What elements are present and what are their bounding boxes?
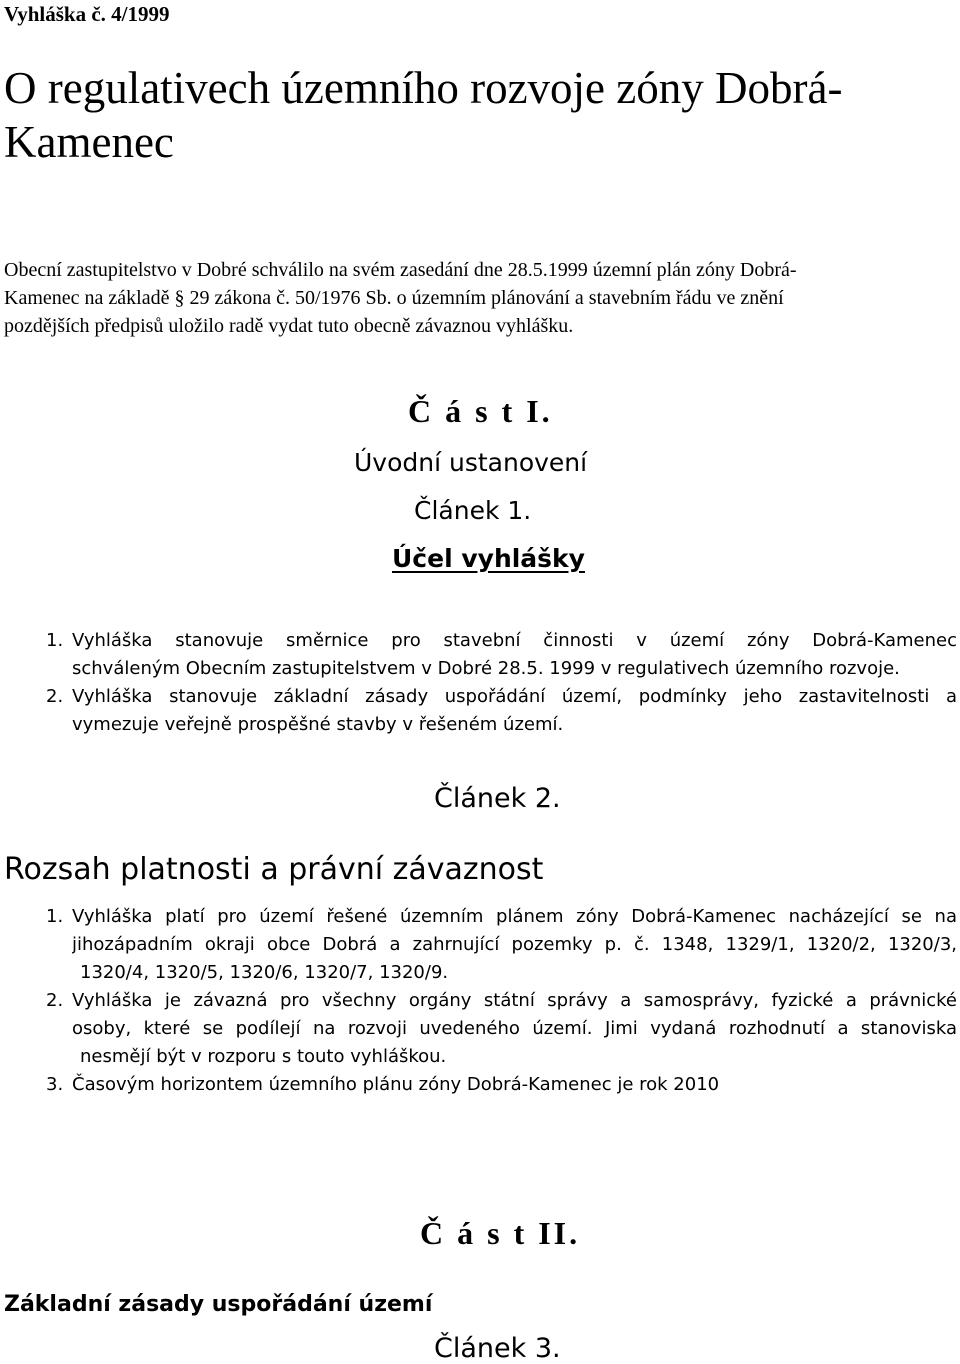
article-2-heading: Rozsah platnosti a právní závaznost — [4, 852, 544, 887]
article-2-item-2-line-2: osoby, které se podílejí na rozvoji uvedeného území. Jimi vydaná rozhodnutí a stanoviska — [72, 1018, 957, 1039]
article-2-item-3-number: 3. — [46, 1074, 64, 1095]
article-2-item-1-line-2: jihozápadním okraji obce Dobrá a zahrnující pozemky p. č. 1348, 1329/1, 1320/2, 1320/3, — [72, 934, 957, 955]
article-2-item-2-line-1: Vyhláška je závazná pro všechny orgány státní správy a samosprávy, fyzické a právnické — [72, 990, 957, 1011]
article-2-item-1-number: 1. — [46, 906, 64, 927]
intro-paragraph-line-2: Kamenec na základě § 29 zákona č. 50/1976 Sb. o územním plánování a stavebním řádu ve znění — [4, 287, 784, 309]
article-2-item-1-line-1: Vyhláška platí pro území řešené územním plánem zóny Dobrá-Kamenec nacházející se na — [72, 906, 957, 927]
article-2-item-3-line-1: Časovým horizontem územního plánu zóny Dobrá-Kamenec je rok 2010 — [72, 1074, 720, 1095]
article-2-item-2-number: 2. — [46, 990, 64, 1011]
article-2-item-1-line-3: 1320/4, 1320/5, 1320/6, 1320/7, 1320/9. — [80, 962, 449, 983]
part-1-heading: Úvodní ustanovení — [354, 448, 588, 477]
article-1-subtitle: Účel vyhlášky — [392, 544, 585, 573]
article-3-title: Článek 3. — [434, 1333, 561, 1364]
article-1-item-2-line-1: Vyhláška stanovuje základní zásady uspořádání území, podmínky jeho zastavitelnosti a — [72, 686, 957, 707]
intro-paragraph-line-3: pozdějších předpisů uložilo radě vydat tuto obecně závaznou vyhlášku. — [4, 315, 574, 337]
article-1-item-2-line-2: vymezuje veřejně prospěšné stavby v řešeném území. — [72, 714, 564, 735]
part-2-title: Č á s t II. — [420, 1215, 581, 1251]
document-reference: Vyhláška č. 4/1999 — [4, 2, 170, 26]
part-2-heading: Základní zásady uspořádání území — [4, 1292, 433, 1317]
part-1-title: Č á s t I. — [408, 393, 553, 429]
article-1-item-2-number: 2. — [46, 686, 64, 707]
intro-paragraph-line-1: Obecní zastupitelstvo v Dobré schválilo na svém zasedání dne 28.5.1999 územní plán zóny Dobrá- — [4, 259, 797, 281]
article-2-title: Článek 2. — [434, 783, 561, 814]
article-1-item-1-line-2: schváleným Obecním zastupitelstvem v Dobré 28.5. 1999 v regulativech územního rozvoje. — [72, 658, 900, 679]
article-1-item-1-number: 1. — [46, 630, 64, 651]
article-2-item-2-line-3: nesmějí být v rozporu s touto vyhláškou. — [80, 1046, 447, 1067]
article-1-item-1-line-1: Vyhláška stanovuje směrnice pro stavební činnosti v území zóny Dobrá-Kamenec — [72, 630, 957, 651]
document-title-line-1: O regulativech územního rozvoje zóny Dobrá- — [4, 63, 843, 113]
document-title-line-2: Kamenec — [4, 117, 174, 167]
article-1-title: Článek 1. — [414, 496, 532, 525]
